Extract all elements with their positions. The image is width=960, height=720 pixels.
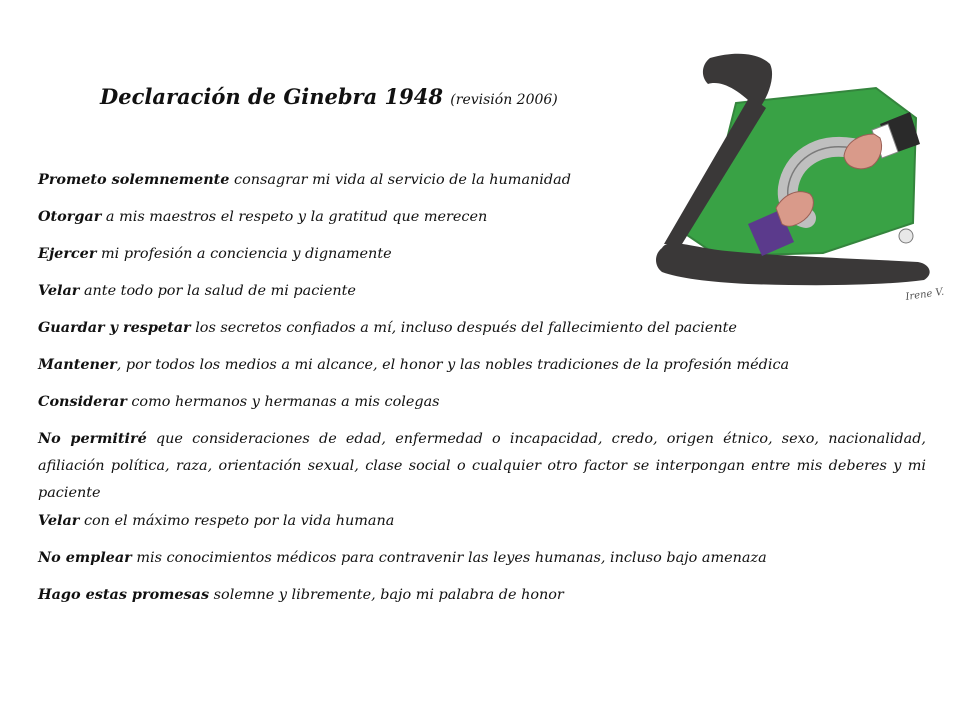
oath-verb: Velar (38, 282, 80, 299)
oath-text: ante todo por la salud de mi paciente (79, 283, 356, 299)
oath-verb: Velar (38, 512, 80, 529)
oath-line (38, 425, 926, 507)
oath-line (38, 548, 926, 585)
oath-text: como hermanos y hermanas a mis colegas (126, 394, 440, 410)
oath-text: mis conocimientos médicos para contravenir las leyes humanas, incluso bajo amenaza (131, 550, 767, 566)
oath-verb: Prometo solemnemente (38, 171, 230, 188)
oath-verb: No permitiré (38, 430, 147, 447)
illustration (648, 48, 948, 310)
oath-line (38, 392, 926, 429)
oath-text: a mis maestros el respeto y la gratitud que merecen (101, 209, 488, 225)
small-ball (899, 229, 913, 243)
oath-line (38, 511, 926, 548)
oath-text: los secretos confiados a mí, incluso después del fallecimiento del paciente (190, 320, 737, 336)
oath-line (38, 585, 926, 622)
oath-verb: Otorgar (38, 208, 102, 225)
oath-text: consagrar mi vida al servicio de la humanidad (229, 172, 571, 188)
dark-banner-top (703, 54, 772, 110)
oath-text: mi profesión a conciencia y dignamente (96, 246, 392, 262)
oath-line (38, 318, 926, 355)
oath-text: que consideraciones de edad, enfermedad o incapacidad, credo, origen étnico, sexo, nacionalidad, afiliación política, raza, orientación sexual, clase social o cualquier otro factor se interpongan entre mis deberes y mi paciente (38, 431, 927, 501)
oath-line (38, 355, 926, 392)
oath-text: con el máximo respeto por la vida humana (79, 513, 395, 529)
page-title (100, 84, 660, 109)
oath-verb: Considerar (38, 393, 127, 410)
oath-verb: Hago estas promesas (38, 586, 210, 603)
oath-verb: Mantener (38, 356, 117, 373)
oath-text: , por todos los medios a mi alcance, el honor y las nobles tradiciones de la profesión médica (116, 357, 790, 373)
signature: Irene V. (904, 286, 945, 303)
title-subtitle: (revisión 2006) (450, 92, 558, 108)
oath-verb: No emplear (38, 549, 132, 566)
oath-text: solemne y libremente, bajo mi palabra de honor (209, 587, 564, 603)
oath-verb: Ejercer (38, 245, 97, 262)
title-main: Declaración de Ginebra 1948 (100, 84, 443, 109)
oath-verb: Guardar y respetar (38, 319, 191, 336)
